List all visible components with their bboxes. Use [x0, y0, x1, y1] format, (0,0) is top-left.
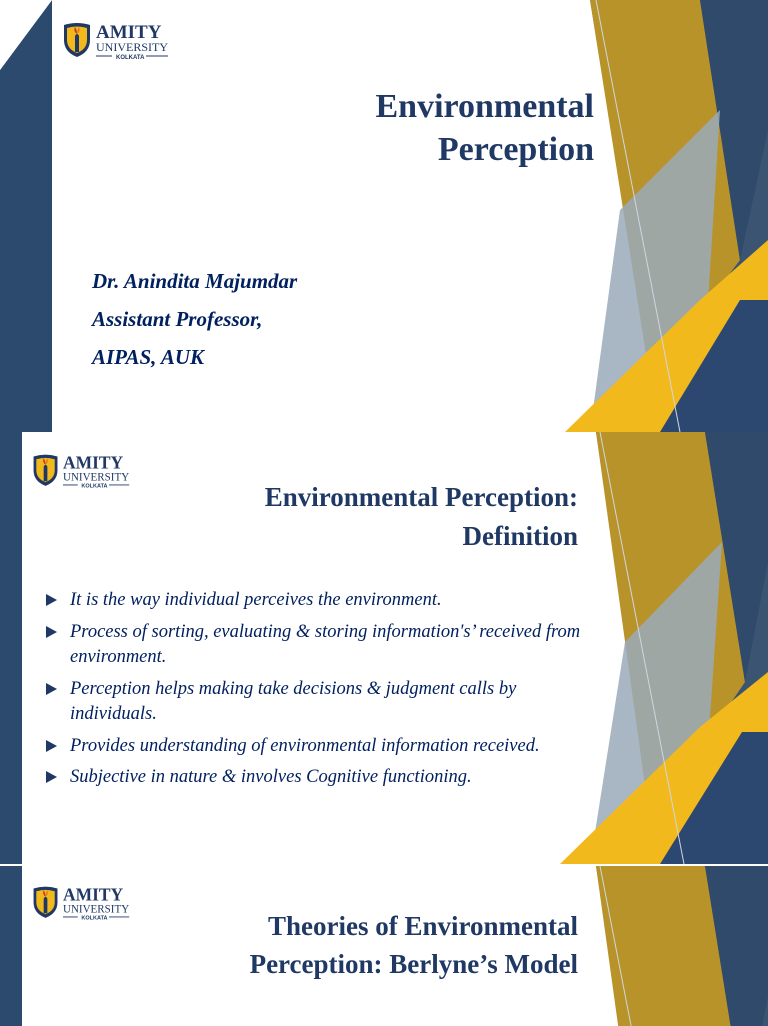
logo-campus: KOLKATA — [116, 55, 145, 61]
title-line-2: Perception — [437, 130, 594, 168]
author-affiliation: AIPAS, AUK — [92, 345, 205, 369]
theories-heading — [138, 908, 578, 984]
title-line-1: Environmental Perception: — [264, 482, 578, 512]
bullet-item — [46, 765, 586, 791]
author-block — [92, 262, 297, 376]
amity-logo — [30, 882, 142, 933]
slide-title — [0, 0, 768, 432]
bullet-text: Provides understanding of environmental information received. — [70, 735, 540, 756]
author-name: Dr. Anindita Majumdar — [92, 269, 298, 293]
title-line-2: Definition — [462, 521, 578, 552]
bullet-arrow-icon — [46, 740, 57, 752]
logo-sub: UNIVERSITY — [63, 471, 130, 484]
bullet-text: Process of sorting, evaluating & storing information's’ received from environment. — [70, 621, 581, 667]
title-line-1: Environmental — [375, 88, 594, 125]
logo-campus: KOLKATA — [81, 915, 108, 922]
amity-shield-icon — [62, 18, 180, 68]
logo-sub: UNIVERSITY — [96, 40, 168, 54]
bullet-arrow-icon — [46, 626, 57, 638]
amity-logo — [62, 18, 180, 73]
logo-campus: KOLKATA — [81, 483, 108, 490]
logo-sub: UNIVERSITY — [63, 903, 130, 916]
bullet-arrow-icon — [46, 683, 57, 695]
amity-logo — [30, 450, 142, 501]
bullet-text: Perception helps making take decisions & judgment calls by individuals. — [70, 678, 517, 724]
slide-theories — [0, 866, 768, 1026]
definition-heading — [158, 478, 578, 556]
logo-name: AMITY — [63, 452, 124, 473]
bullet-text: It is the way individual perceives the environment. — [70, 590, 442, 610]
bullet-item — [46, 620, 586, 671]
bullet-arrow-icon — [46, 594, 57, 606]
logo-name: AMITY — [96, 22, 162, 43]
amity-shield-icon — [30, 450, 142, 496]
slide-title-heading — [234, 86, 594, 171]
definition-bullet-list — [46, 588, 586, 797]
bullet-text: Subjective in nature & involves Cognitive functioning. — [70, 767, 472, 787]
bullet-arrow-icon — [46, 771, 57, 783]
logo-name: AMITY — [63, 884, 124, 905]
author-designation: Assistant Professor, — [92, 307, 263, 331]
bullet-item — [46, 588, 586, 614]
amity-shield-icon — [30, 882, 142, 928]
bullet-item — [46, 734, 586, 760]
title-line-2: Perception: Berlyne’s Model — [249, 948, 578, 979]
title-line-1: Theories of Environmental — [268, 911, 578, 941]
bullet-item — [46, 677, 586, 728]
